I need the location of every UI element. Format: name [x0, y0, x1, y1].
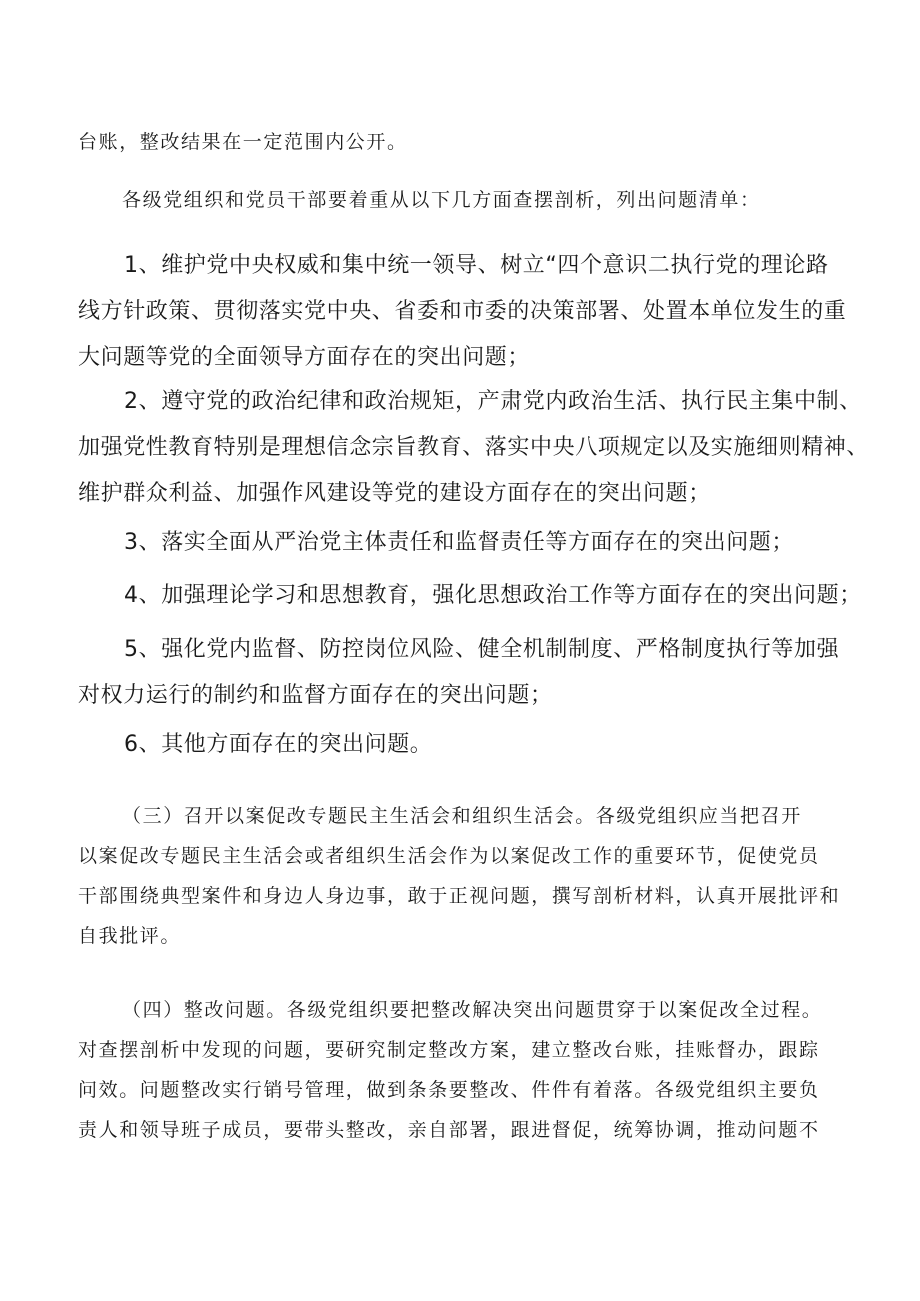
text-line: 维护群众利益、加强作风建设等党的建设方面存在的突出问题；: [78, 481, 711, 506]
text-line: 4、加强理论学习和思想教育，强化思想政治工作等方面存在的突出问题；: [124, 583, 862, 608]
list-item-4: [78, 573, 908, 619]
text-line: 大问题等党的全面领导方面存在的突出问题；: [78, 345, 531, 370]
list-item-6: [78, 722, 908, 768]
text-line: 线方针政策、贯彻落实党中央、省委和市委的决策部署、处置本单位发生的重: [78, 299, 847, 324]
lead-paragraph: [122, 188, 902, 212]
intro-tail-paragraph: [78, 130, 898, 154]
text-line: 5、强化党内监督、防控岗位风险、健全机制制度、严格制度执行等加强: [124, 637, 840, 662]
text-line: 台账，整改结果在一定范围内公开。: [78, 131, 408, 153]
text-line: （四）整改问题。各级党组织要把整改解决突出问题贯穿于以案促改全过程。: [122, 999, 823, 1021]
text-line: 1、维护党中央权威和集中统一领导、树立“四个意识二执行党的理论路: [124, 253, 829, 278]
text-line: 责人和领导班子成员，要带头整改，亲自部署，跟进督促，统筹协调，推动问题不: [78, 1119, 820, 1141]
section-four-paragraph: [78, 990, 908, 1150]
list-item-5: [78, 627, 908, 719]
text-line: （三）召开以案促改专题民主生活会和组织生活会。各级党组织应当把召开: [122, 805, 802, 827]
text-line: 加强党性教育特别是理想信念宗旨教育、落实中央八项规定以及实施细则精神、: [78, 435, 870, 460]
text-line: 问效。问题整改实行销号管理，做到条条要整改、件件有着落。各级党组织主要负: [78, 1079, 820, 1101]
text-line: 各级党组织和党员干部要着重从以下几方面查摆剖析，列出问题清单：: [122, 189, 761, 211]
text-line: 自我批评。: [78, 925, 182, 947]
text-line: 3、落实全面从严治党主体责任和监督责任等方面存在的突出问题；: [124, 530, 794, 555]
text-line: 对查摆剖析中发现的问题，要研究制定整改方案，建立整改台账，挂账督办，跟踪: [78, 1039, 820, 1061]
text-line: 对权力运行的制约和监督方面存在的突出问题；: [78, 683, 553, 708]
text-line: 干部围绕典型案件和身边人身边事，敢于正视问题，撰写剖析材料，认真开展批评和: [78, 885, 841, 907]
section-three-paragraph: [78, 796, 908, 956]
text-line: 2、遵守党的政治纪律和政治规矩，产肃党内政治生活、执行民主集中制、: [124, 389, 862, 414]
text-line: 6、其他方面存在的突出问题。: [124, 732, 433, 757]
text-line: 以案促改专题民主生活会或者组织生活会作为以案促改工作的重要环节，促使党员: [78, 845, 820, 867]
list-item-2: [78, 379, 908, 517]
list-item-1: [78, 243, 908, 381]
list-item-3: [78, 520, 908, 566]
